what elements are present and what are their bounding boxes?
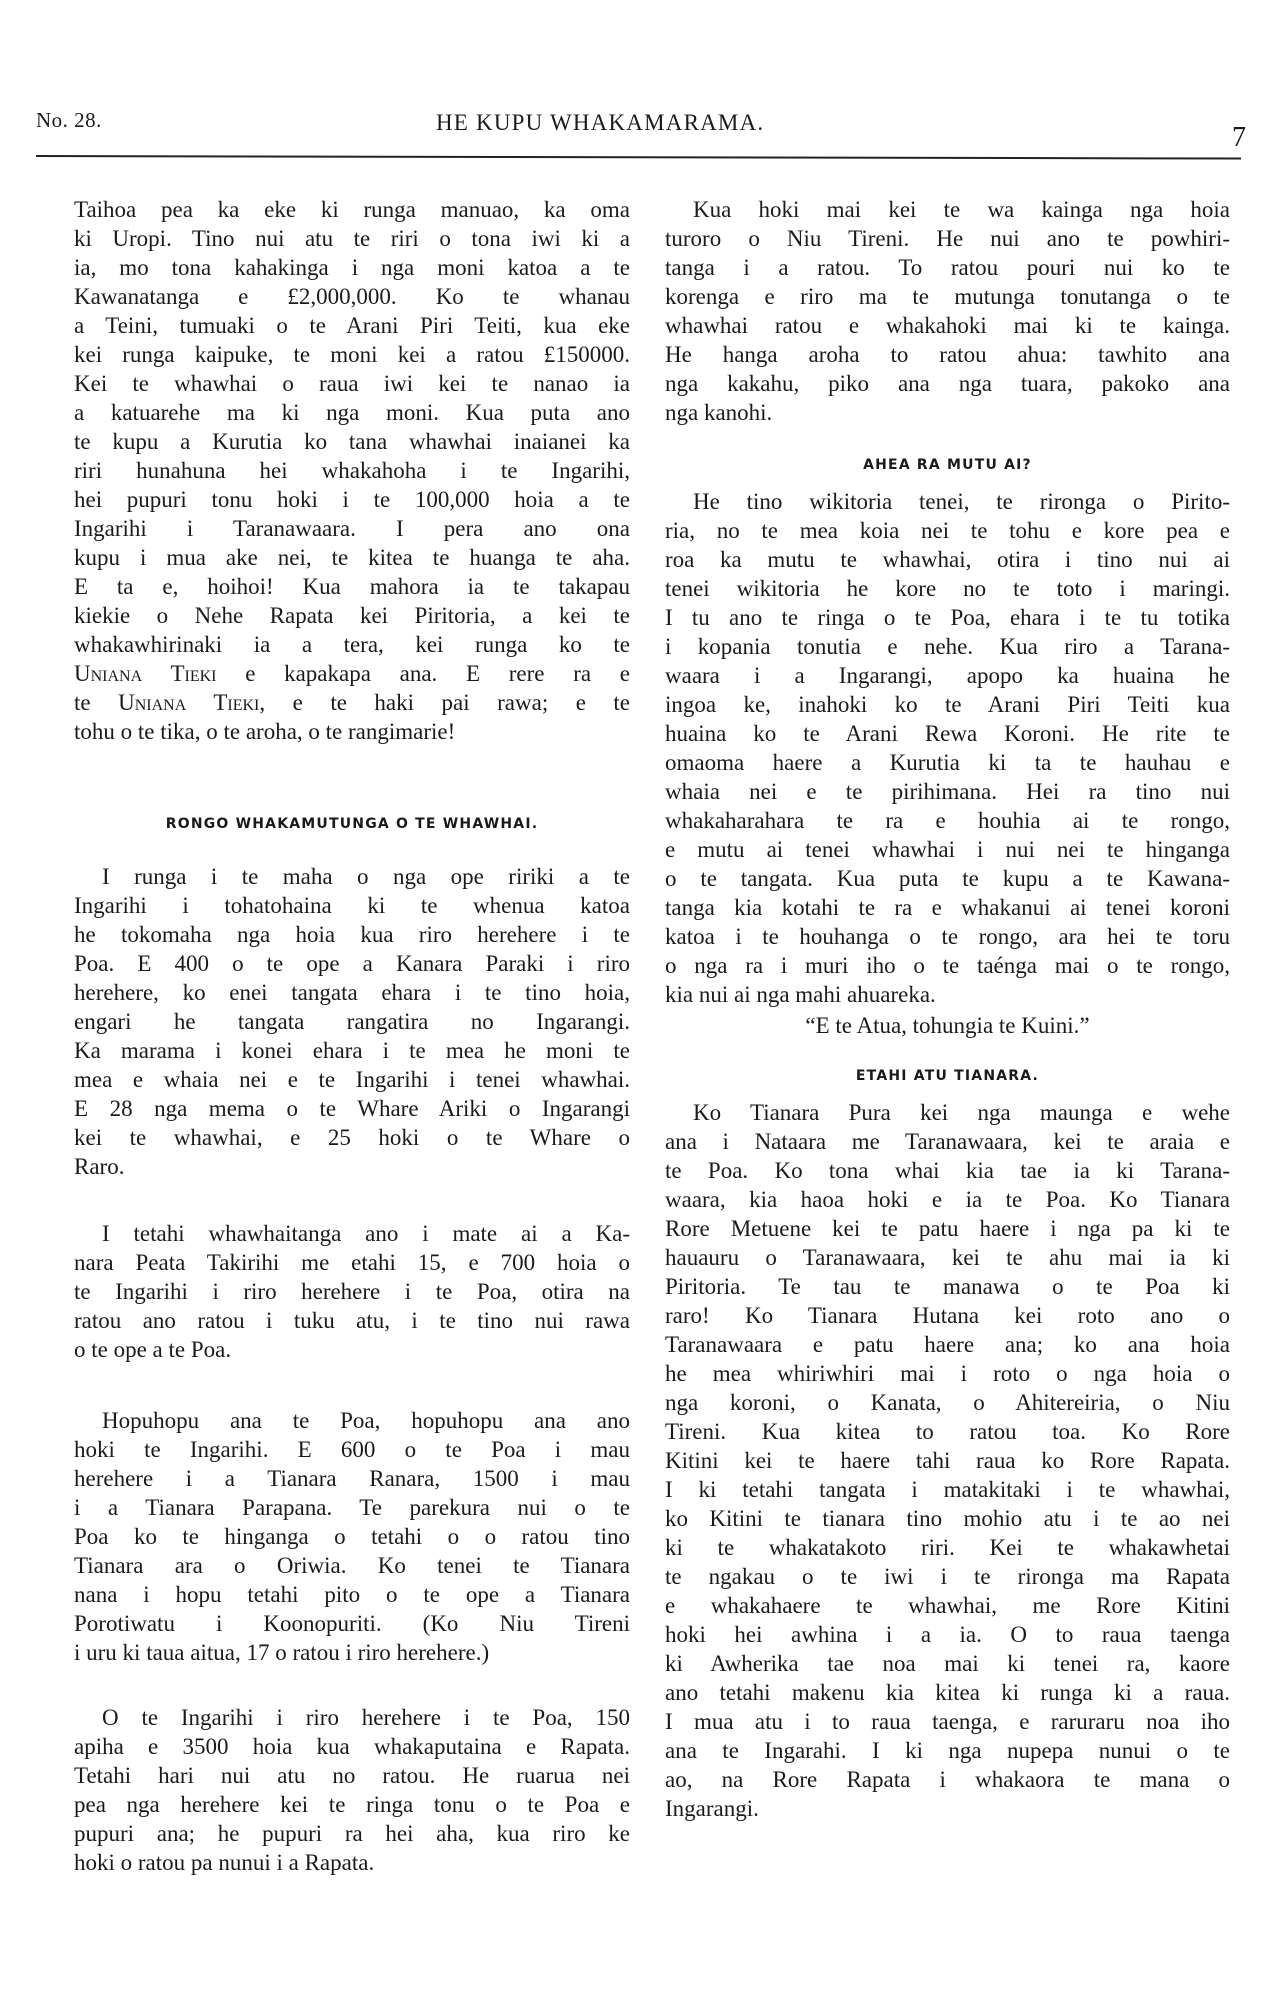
text-line: Ingarangi. [665,1796,759,1821]
text-line: hoki te Ingarihi. E 600 o te Poa i mau [74,1437,630,1462]
section-heading: RONGO WHAKAMUTUNGA O TE WHAWHAI. [165,816,539,832]
article-paragraph [665,195,1230,427]
text-line: Ingarihi i tohatohaina ki te whenua katoa [74,893,630,918]
text-line: herehere i a Tianara Ranara, 1500 i mau [74,1466,630,1491]
text-line: Kua hoki mai kei te wa kainga nga hoia [693,197,1230,222]
text-line: E ta e, hoihoi! Kua mahora ia te takapau [74,574,630,599]
text-line: omaoma haere a Kurutia ki ta te hauhau e [665,750,1230,775]
text-line: i a Tianara Parapana. Te parekura nui o te [74,1495,630,1520]
text-line: a Teini, tumuaki o te Arani Piri Teiti, kua eke [74,313,630,338]
text-line: kei runga kaipuke, te moni kei a ratou £150000. [74,342,630,367]
text-line: huaina ko te Arani Rewa Koroni. He rite te [665,721,1230,746]
text-line: I tu ano te ringa o te Poa, ehara i te tu totika [665,605,1230,630]
text-line: he tokomaha nga hoia kua riro herehere i te [74,922,630,947]
text-line: nana i hopu tetahi pito o te ope a Tianara [74,1582,630,1607]
text-line: nga kakahu, piko ana nga tuara, pakoko ana [665,371,1230,396]
text-line: Ka marama i konei ehara i te mea he moni te [74,1038,630,1063]
text-line: riri hunahuna hei whakahoha i te Ingarihi, [74,458,630,483]
text-line: Uniana Tieki e kapakapa ana. E rere ra e [74,661,630,686]
text-line: ao, na Rore Rapata i whakaora te mana o [665,1767,1230,1792]
text-line: pea nga herehere kei te ringa tonu o te Poa e [74,1792,630,1817]
text-line: ki Uropi. Tino nui atu te riri o tona iwi ki a [74,226,630,251]
text-line: te Uniana Tieki, e te haki pai rawa; e te [74,690,631,715]
article-paragraph [74,1406,630,1667]
text-line: i uru ki taua aitua, 17 o ratou i riro herehere.) [74,1640,490,1665]
text-line: whawhai ratou e whakahoki mai ki te kainga. [665,313,1230,338]
text-line: te kupu a Kurutia ko tana whawhai inaianei ka [74,429,630,454]
text-line: ia, mo tona kahakinga i nga moni katoa a te [74,255,630,280]
text-line: I tetahi whawhaitanga ano i mate ai a Ka- [102,1221,630,1246]
text-line: hoki hei awhina i a ia. O to raua taenga [665,1622,1230,1647]
text-line: tohu o te tika, o te aroha, o te rangimarie! [74,719,456,744]
text-line: Poa ko te hinganga o tetahi o o ratou tino [74,1524,630,1549]
text-line: kupu i mua ake nei, te kitea te huanga te aha. [74,545,630,570]
text-line: hoki o ratou pa nunui i a Rapata. [74,1850,375,1875]
text-line: Taihoa pea ka eke ki runga manuao, ka oma [74,197,630,222]
text-line: whakaharahara te ra e houhia ai te rongo, [665,808,1230,833]
section-heading: AHEA RA MUTU AI? [863,457,1032,473]
text-line: whakawhirinaki ia a tera, kei runga ko te [74,632,630,657]
closing-quote: “E te Atua, tohungia te Kuini.” [805,1013,1090,1038]
text-line: kiekie o Nehe Rapata kei Piritoria, a kei te [74,603,630,628]
text-line: Tetahi hari nui atu no ratou. He ruarua nei [74,1763,630,1788]
text-line: ana i Nataara me Taranawaara, kei te araia e [665,1129,1230,1154]
text-line: ko Kitini te tianara tino mohio atu i te ao nei [665,1506,1230,1531]
text-line: i kopania tonutia e nehe. Kua riro a Tarana- [665,634,1230,659]
article-paragraph [74,862,630,1181]
text-line: Taranawaara e patu haere ana; ko ana hoia [665,1332,1230,1357]
text-line: te Ingarihi i riro herehere i te Poa, otira na [74,1279,630,1304]
left-column [74,195,630,1877]
text-line: nara Peata Takirihi me etahi 15, e 700 hoia o [74,1250,630,1275]
section-heading: ETAHI ATU TIANARA. [855,1068,1040,1084]
text-line: Poa. E 400 o te ope a Kanara Paraki i riro [74,951,630,976]
text-line: nga koroni, o Kanata, o Ahitereiria, o Niu [665,1390,1230,1415]
text-line: ingoa ke, inahoki ko te Arani Piri Teiti kua [665,692,1230,717]
text-line: a katuarehe ma ki nga moni. Kua puta ano [74,400,630,425]
text-line: apiha e 3500 hoia kua whakaputaina e Rapata. [74,1734,630,1759]
article-paragraph [665,487,1230,1009]
text-line: Kei te whawhai o raua iwi kei te nanao ia [74,371,630,396]
text-line: tanga kia kotahi te ra e whakanui ai tenei koroni [665,895,1230,920]
text-line: Tianara ara o Oriwia. Ko tenei te Tianara [74,1553,630,1578]
text-line: kia nui ai nga mahi ahuareka. [665,982,936,1007]
text-line: ki Awherika tae noa mai ki tenei ra, kaore [665,1651,1230,1676]
text-line: te Poa. Ko tona whai kia tae ia ki Tarana- [665,1158,1230,1183]
text-line: waara i a Ingarangi, apopo ka huaina he [665,663,1230,688]
text-line: I ki tetahi tangata i matakitaki i te whawhai, [665,1477,1230,1502]
article-paragraph [665,1098,1230,1823]
text-line: hei pupuri tonu hoki i te 100,000 hoia a te [74,487,630,512]
text-line: Rore Metuene kei te patu haere i nga pa ki te [665,1216,1230,1241]
text-line: he mea whiriwhiri mai i roto o nga hoia o [665,1361,1230,1386]
text-line: Piritoria. Te tau te manawa o te Poa ki [665,1274,1230,1299]
text-line: waara, kia haoa hoki e ia te Poa. Ko Tianara [665,1187,1230,1212]
text-line: tenei wikitoria he kore no te toto i maringi. [665,576,1230,601]
text-line: hauauru o Taranawaara, kei te ahu mai ia ki [665,1245,1230,1270]
header-rule [36,155,1241,160]
page-number: 7 [1232,122,1246,153]
text-line: He hanga aroha to ratou ahua: tawhito ana [665,342,1230,367]
text-line: Tireni. Kua kitea to ratou toa. Ko Rore [665,1419,1230,1444]
article-paragraph [74,1703,630,1877]
text-line: Raro. [74,1154,125,1179]
text-line: roa ka mutu te whawhai, otira i tino nui ai [665,547,1230,572]
text-line: Kawanatanga e £2,000,000. Ko te whanau [74,284,630,309]
text-line: katoa i te houhanga o te rongo, ara hei te toru [665,924,1230,949]
text-line: He tino wikitoria tenei, te rironga o Pirito- [693,489,1230,514]
text-line: o nga ra i muri iho o te taénga mai o te rongo, [665,953,1230,978]
text-line: Porotiwatu i Koonopuriti. (Ko Niu Tireni [74,1611,630,1636]
text-line: e whakahaere te whawhai, me Rore Kitini [665,1593,1230,1618]
right-column [665,195,1230,1823]
text-line: korenga e riro ma te mutunga tonutanga o te [665,284,1230,309]
text-line: Ko Tianara Pura kei nga maunga e wehe [693,1100,1230,1125]
text-line: engari he tangata rangatira no Ingarangi. [74,1009,630,1034]
running-title: HE KUPU WHAKAMARAMA. [436,110,765,135]
text-line: Kitini kei te haere tahi raua ko Rore Rapata. [665,1448,1230,1473]
text-line: nga kanohi. [665,400,773,425]
text-line: o te tangata. Kua puta te kupu a te Kawana- [665,866,1230,891]
text-line: I mua atu i to raua taenga, e raruraru noa iho [665,1709,1230,1734]
text-line: turoro o Niu Tireni. He nui ano te powhiri- [665,226,1230,251]
text-line: kei te whawhai, e 25 hoki o te Whare o [74,1125,630,1150]
text-line: Ingarihi i Taranawaara. I pera ano ona [74,516,630,541]
text-line: O te Ingarihi i riro herehere i te Poa, 150 [102,1705,630,1730]
issue-number: No. 28. [36,108,102,132]
text-line: raro! Ko Tianara Hutana kei roto ano o [665,1303,1230,1328]
text-line: ria, no te mea koia nei te tohu e kore pea e [665,518,1230,543]
text-line: mea e whaia nei e te Ingarihi i tenei whawhai. [74,1067,630,1092]
text-line: pupuri ana; he pupuri ra hei aha, kua riro ke [74,1821,630,1846]
text-line: o te ope a te Poa. [74,1337,232,1362]
text-line: tanga i a ratou. To ratou pouri nui ko te [665,255,1230,280]
text-line: herehere, ko enei tangata ehara i te tino hoia, [74,980,630,1005]
text-line: ki te whakatakoto riri. Kei te whakawhetai [665,1535,1230,1560]
text-line: ana te Ingarahi. I ki nga nupepa nunui o te [665,1738,1230,1763]
page-header [36,100,1246,156]
text-line: te ngakau o te iwi i te rironga ma Rapata [665,1564,1230,1589]
text-line: I runga i te maha o nga ope ririki a te [102,864,630,889]
article-paragraph [74,195,630,746]
text-line: Hopuhopu ana te Poa, hopuhopu ana ano [102,1408,630,1433]
text-line: E 28 nga mema o te Whare Ariki o Ingarangi [74,1096,630,1121]
text-line: ratou ano ratou i tuku atu, i te tino nui rawa [74,1308,630,1333]
text-line: whaia nei e te pirihimana. Hei ra tino nui [665,779,1230,804]
article-paragraph [74,1219,630,1364]
text-line: ano tetahi makenu kia kitea ki runga ki a raua. [665,1680,1230,1705]
text-line: e mutu ai tenei whawhai i nui nei te hinganga [665,837,1230,862]
